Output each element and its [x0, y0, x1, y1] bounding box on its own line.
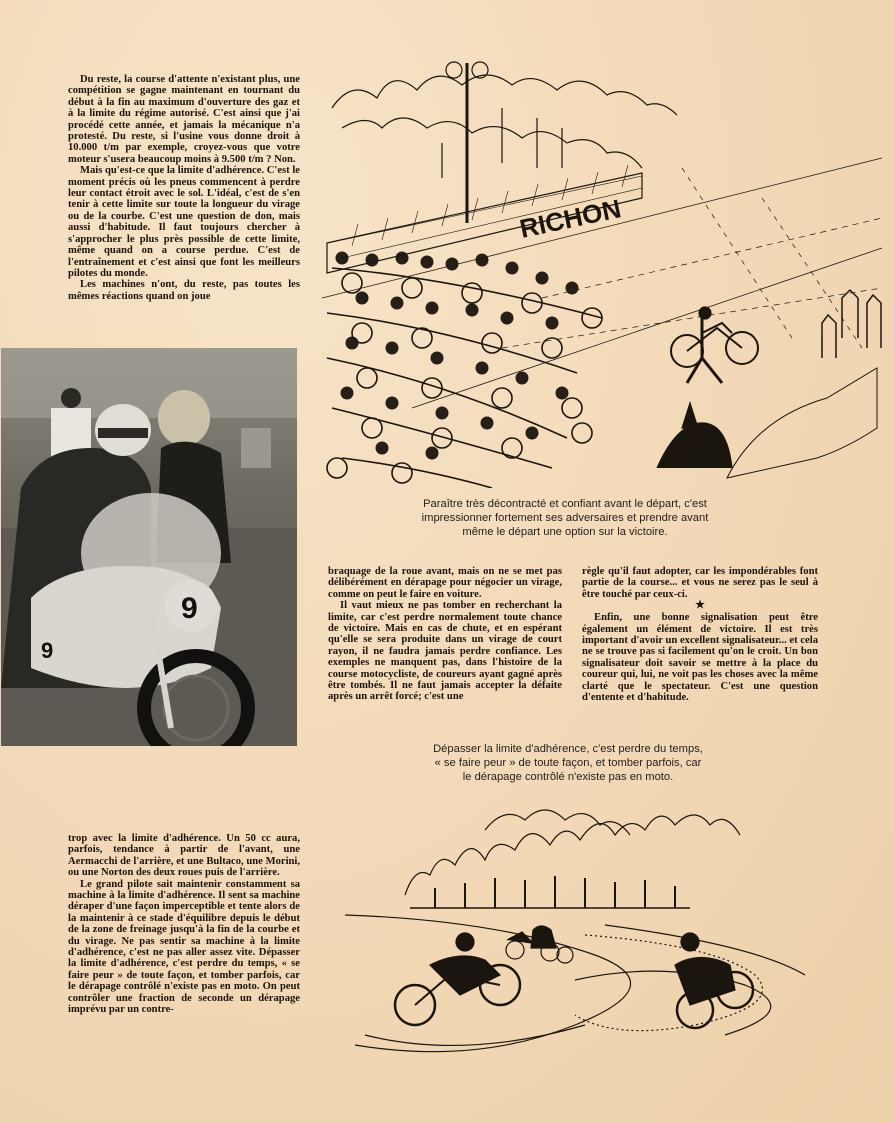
paragraph: Les machines n'ont, du reste, pas toutes les mêmes réactions quand on joue	[68, 279, 300, 302]
caption-start-grid	[365, 497, 765, 539]
start-grid-drawing	[322, 48, 888, 488]
richon-sign-text: RICHON	[517, 193, 624, 244]
caption-line: même le départ une option sur la victoire.	[462, 526, 668, 538]
caption-line: impressionner fortement ses adversaires et prendre avant	[421, 512, 709, 524]
curve-illustration	[335, 790, 835, 1060]
paragraph: Du reste, la course d'attente n'existant plus, une compétition se gagne maintenant en tournant du début à la fin au maximum d'ouverture des gaz et à la limite du régime autorisé. C'est ainsi que j'ai procédé cette année, et jamais la mécanique n'a protesté. Du reste, si l'usine vous donne droit à 10.000 t/m par exemple, croyez-vous que votre moteur s'usera beaucoup moins à 9.500 t/m ? Non.	[68, 74, 300, 165]
caption-line: Paraître très décontracté et confiant avant le départ, c'est	[423, 498, 707, 510]
fairing-number: 9	[181, 592, 198, 625]
caption-line: le dérapage contrôlé n'existe pas en moto.	[462, 771, 674, 783]
text-column-left-bottom	[68, 833, 300, 1016]
paragraph: Enfin, une bonne signalisation peut être également un élément de victoire. Il est très important d'avoir un excellent signalisateur... et cela ne se trouve pas si facilement qu'on le croit. Un bon signalisateur doit savoir se mettre à la place du coureur qui, lui, ne voit pas les choses avec la même clarté que le spectateur. C'est une question d'entente et d'habitude.	[582, 612, 818, 704]
start-grid-illustration	[322, 48, 888, 488]
rider-photo	[1, 348, 297, 746]
paragraph: braquage de la roue avant, mais on ne se met pas délibérément en dérapage pour négocier un virage, comme on peut le faire en voiture.	[328, 566, 562, 600]
paragraph: Mais qu'est-ce que la limite d'adhérence. C'est le moment précis où les pneus commencent à perdre leur contact étroit avec le sol. L'idéal, c'est de s'en tenir à cette limite sur toute la longueur du virage ou de la courbe. C'est une question de don, mais aussi d'habitude. Il faut toujours chercher à s'approcher le plus près possible de cette limite, même quand on a course perdue. C'est de l'entraînement et c'est ainsi que font les meilleurs pilotes du monde.	[68, 165, 300, 279]
paragraph: règle qu'il faut adopter, car les impondérables font partie de la course... et vous ne serez pas le seul à être touché par ceux-ci.	[582, 566, 818, 600]
caption-line: Dépasser la limite d'adhérence, c'est perdre du temps,	[433, 743, 703, 755]
paragraph: Il vaut mieux ne pas tomber en recherchant la limite, car c'est perdre normalement toute chance de victoire. Mais en cas de chute, et en espérant qu'elle se sera produite dans un virage de court rayon, il ne faudra jamais perdre confiance. Les exemples ne manquent pas, dans l'histoire de la course motocycliste, de coureurs ayant gagné après être tombés. Il ne faut jamais accepter la défaite après un arrêt forcé; c'est une	[328, 600, 562, 703]
caption-line: « se faire peur » de toute façon, et tomber parfois, car	[434, 757, 702, 769]
star-separator: ★	[695, 599, 705, 612]
caption-skid	[368, 742, 768, 784]
text-column-right	[582, 566, 818, 703]
text-column-left-top	[68, 74, 300, 302]
curve-drawing	[335, 790, 835, 1060]
paragraph: trop avec la limite d'adhérence. Un 50 cc aura, parfois, tendance à partir de l'avant, une Aermacchi de l'arrière, et une Bultaco, une Morini, ou une Norton des deux roues puis de l'arrière.	[68, 833, 300, 879]
side-number: 9	[41, 638, 54, 663]
text-column-middle	[328, 566, 562, 703]
rider-photo-drawing	[1, 348, 297, 746]
paragraph: Le grand pilote sait maintenir constamment sa machine à la limite d'adhérence. Il sent sa machine déraper d'une façon imperceptible et tente alors de la maintenir à ce stade d'équilibre depuis le début de la zone de freinage jusqu'à la fin de la courbe et du virage. Ne pas sentir sa machine à la limite d'adhérence, c'est ne pas aller assez vite. Dépasser la limite d'adhérence, c'est perdre du temps, « se faire peur » de toute façon, et tomber parfois, car le dérapage contrôlé n'existe pas en moto. On peut contrôler une fraction de seconde un dérapage imprévu par un contre-	[68, 878, 300, 1016]
